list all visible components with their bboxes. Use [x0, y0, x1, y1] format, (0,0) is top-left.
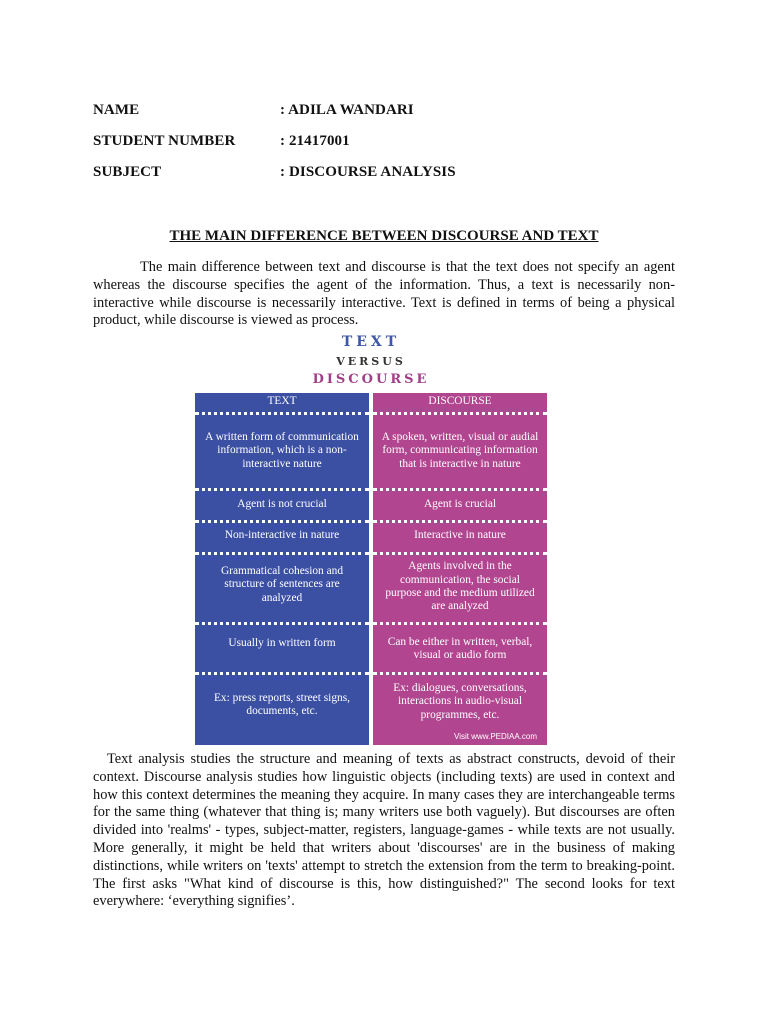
discourse-row-agent: Agent is crucial — [423, 498, 497, 511]
divider — [195, 622, 369, 625]
pediaa-credit: Visit www.PEDIAA.com — [454, 732, 537, 741]
intro-paragraph: The main difference between text and discourse is that the text does not specify an agent whereas the discourse specifies the agent of the information. Thus, a text is necessarily non-interactive while discourse is necessarily interactive. Text is defined in terms of being a physical product, while discourse is viewed as process. — [93, 259, 675, 329]
subject-value: : DISCOURSE ANALYSIS — [280, 164, 456, 180]
text-row-definition: A written form of communication information, which is a non-interactive nature — [205, 430, 359, 470]
page-title: THE MAIN DIFFERENCE BETWEEN DISCOURSE AND TEXT — [169, 228, 599, 244]
divider — [195, 672, 369, 675]
text-row-examples: Ex: press reports, street signs, documents, etc. — [213, 691, 351, 717]
divider — [373, 552, 547, 555]
text-row-interactivity: Non-interactive in nature — [224, 529, 340, 542]
discourse-row-examples: Ex: dialogues, conversations, interactions in audio-visual programmes, etc. — [393, 681, 527, 721]
divider — [373, 520, 547, 523]
infographic-title-versus: VERSUS — [336, 355, 406, 368]
divider — [195, 488, 369, 491]
divider — [195, 520, 369, 523]
divider — [373, 412, 547, 415]
text-row-analysis: Grammatical cohesion and structure of sentences are analyzed — [220, 564, 344, 604]
student-number-value: : 21417001 — [280, 133, 350, 149]
discourse-row-definition: A spoken, written, visual or audial form, communicating information that is interactive in nature — [381, 430, 539, 470]
discourse-row-interactivity: Interactive in nature — [414, 529, 506, 542]
discourse-column — [373, 393, 547, 745]
name-label: NAME — [93, 102, 140, 118]
discourse-row-analysis: Agents involved in the communication, the social purpose and the medium utilized are analyzed — [385, 560, 535, 613]
divider — [195, 412, 369, 415]
discourse-column-header: DISCOURSE — [428, 395, 492, 408]
infographic-title-text: TEXT — [341, 334, 401, 350]
student-number-label: STUDENT NUMBER — [93, 133, 236, 149]
body-paragraph: Text analysis studies the structure and meaning of texts as abstract constructs, devoid of their context. Discourse analysis studies how linguistic objects (including texts) are used in context and how this context determines the meaning they acquire. In many cases they are interchangeable terms for the same thing (whatever that thing is; many writers use both vaguely). But discourses are often divided into 'realms' - types, subject-matter, registers, language-games - while texts are not usually. More generally, it might be held that writers about 'discourses' are in the business of making distinctions, while writers on 'texts' attempt to stretch the extension from the term to breaking-point. The first asks "What kind of discourse is this, how distinguished?" The second looks for text everywhere: ‘everything signifies’. — [93, 751, 675, 910]
text-row-form: Usually in written form — [228, 637, 336, 650]
text-vs-discourse-infographic — [193, 332, 549, 746]
subject-label: SUBJECT — [93, 164, 162, 180]
divider — [373, 622, 547, 625]
divider — [373, 488, 547, 491]
name-value: : ADILA WANDARI — [280, 102, 414, 118]
infographic-title-discourse: DISCOURSE — [312, 372, 430, 387]
divider — [195, 552, 369, 555]
text-column-header: TEXT — [267, 395, 297, 408]
divider — [373, 672, 547, 675]
text-column — [195, 393, 369, 745]
text-row-agent: Agent is not crucial — [237, 498, 327, 511]
discourse-row-form: Can be either in written, verbal, visual or audio form — [387, 635, 533, 661]
infographic-heading — [193, 332, 549, 392]
